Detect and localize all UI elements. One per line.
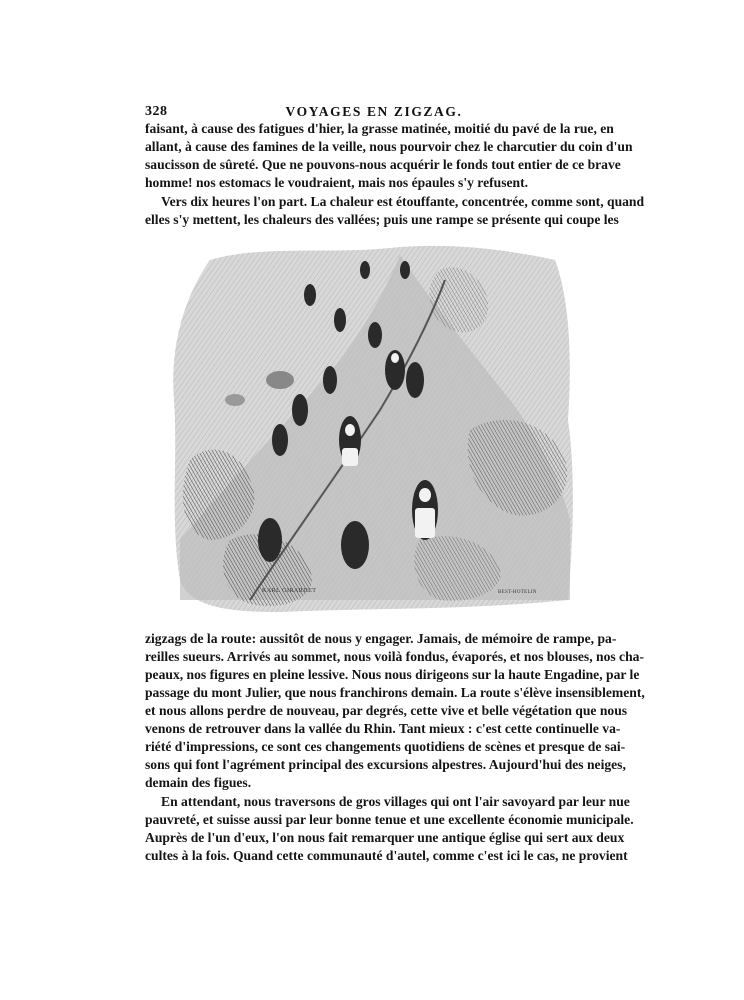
running-title: VOYAGES EN ZIGZAG. — [285, 104, 463, 119]
paragraph-line: homme! nos estomacs le voudraient, mais nos épaules s'y refusent. — [145, 175, 529, 190]
page-number: 328 — [145, 104, 168, 119]
artist-signature: KARL GIRARDET — [262, 588, 317, 594]
paragraph-line: passage du mont Julier, que nous franchirons demain. La route s'élève insensiblement, — [145, 685, 645, 700]
paragraph-line: cultes à la fois. Quand cette communauté d'autel, comme c'est ici le cas, ne provient — [145, 848, 628, 863]
paragraph-line: sons qui font l'agrément principal des excursions alpestres. Aujourd'hui des neiges, — [145, 757, 626, 772]
paragraph-line: demain des figues. — [145, 775, 252, 790]
paragraph-line: et nous allons perdre de nouveau, par degrés, cette vive et belle végétation que nous — [145, 703, 628, 718]
engraver-signature: BEST-HOTELIN — [498, 590, 537, 595]
paragraph-line: saucisson de sûreté. Que ne pouvons-nous acquérir le fonds tout entier de ce brave — [145, 157, 621, 172]
paragraph-line: riété d'impressions, ce sont ces changements quotidiens de scènes et presque de sai- — [145, 739, 626, 754]
paragraph-line: reilles sueurs. Arrivés au sommet, nous voilà fondus, évaporés, et nos blouses, nos cha- — [145, 649, 644, 664]
paragraph-line: Auprès de l'un d'eux, l'on nous fait remarquer une antique église qui sert aux deux — [145, 830, 625, 845]
paragraph-line: elles s'y mettent, les chaleurs des vallées; puis une rampe se présente qui coupe les — [145, 212, 619, 227]
paragraph-line: Vers dix heures l'on part. La chaleur est étouffante, concentrée, comme sont, quand — [161, 194, 645, 209]
paragraph-line: En attendant, nous traversons de gros villages qui ont l'air savoyard par leur nue — [161, 794, 630, 809]
paragraph-line: peaux, nos figures en pleine lessive. Nous nous dirigeons sur la haute Engadine, par le — [145, 667, 640, 682]
paragraph-line: pauvreté, et suisse aussi par leur bonne tenue et une excellente économie municipale. — [145, 812, 634, 827]
paragraph-line: faisant, à cause des fatigues d'hier, la grasse matinée, moitié du pavé de la rue, en — [145, 121, 614, 136]
paragraph-line: venons de retrouver dans la vallée du Rhin. Tant mieux : c'est cette continuelle va- — [145, 721, 621, 736]
mountain-climbers-engraving — [170, 240, 580, 615]
paragraph-line: allant, à cause des famines de la veille, nous pourvoir chez le charcutier du coin d'un — [145, 139, 633, 154]
paragraph-line: zigzags de la route: aussitôt de nous y engager. Jamais, de mémoire de rampe, pa- — [145, 631, 617, 646]
